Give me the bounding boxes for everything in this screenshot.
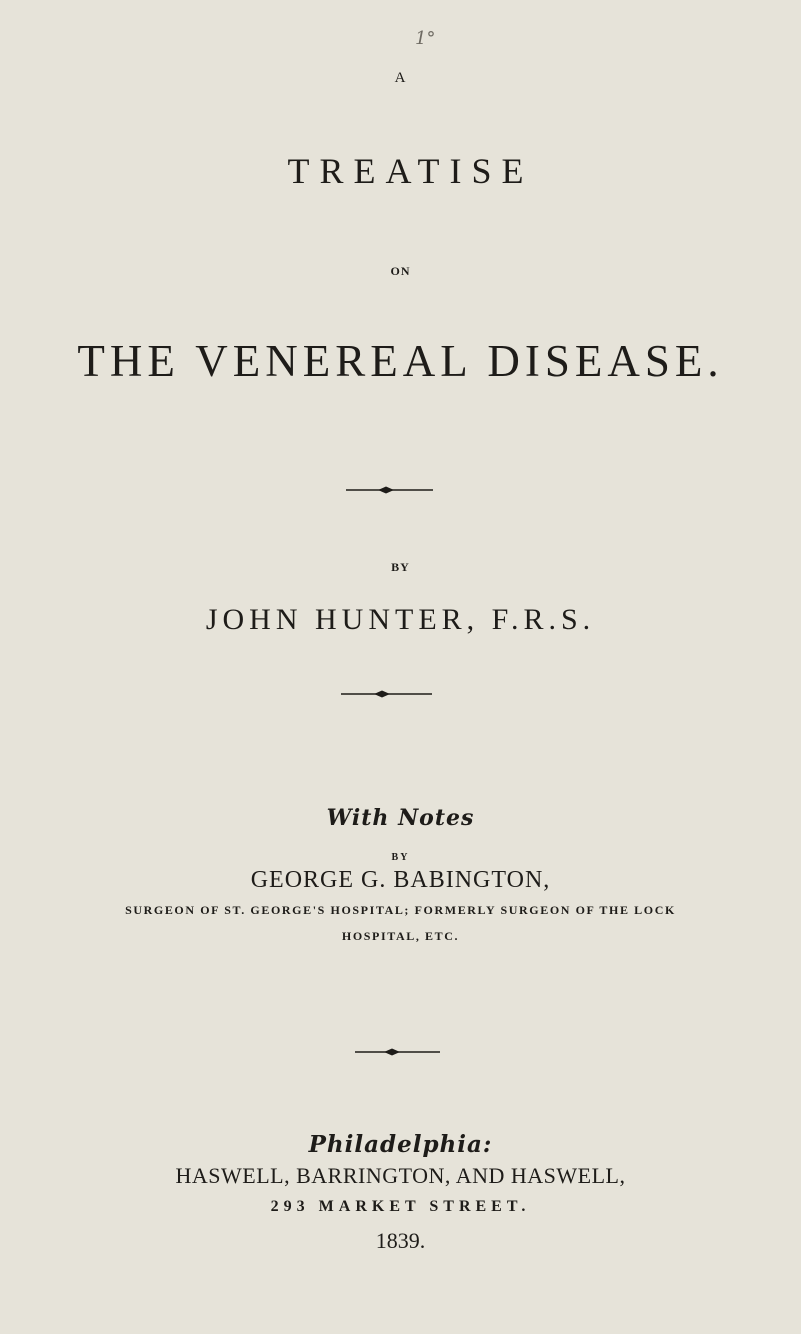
word-on: ON [390, 264, 411, 278]
ornament-rule-1 [0, 483, 801, 497]
heading-treatise: TREATISE [287, 151, 534, 191]
article-a: A [394, 70, 407, 86]
by-notes-label: BY [391, 852, 410, 863]
editor-name: GEORGE G. BABINGTON, [250, 867, 551, 893]
author-name: JOHN HUNTER, F.R.S. [205, 603, 596, 636]
notes-heading: With Notes [326, 805, 475, 831]
ornament-rule-3 [0, 1045, 801, 1059]
publication-year: 1839. [375, 1228, 426, 1253]
by-label: BY [391, 560, 410, 574]
editor-credentials-line-1: SURGEON OF ST. GEORGE'S HOSPITAL; FORMERLY SURGEON OF THE LOCK [125, 903, 676, 917]
publisher-address: 293 MARKET STREET. [270, 1198, 531, 1215]
book-subject-title: THE VENEREAL DISEASE. [77, 336, 724, 386]
pencil-annotation: 1° [415, 28, 436, 49]
imprint-place: Philadelphia: [308, 1131, 493, 1158]
ornament-rule-2 [0, 687, 801, 701]
publisher-name: HASWELL, BARRINGTON, AND HASWELL, [175, 1163, 626, 1188]
editor-credentials-line-2: HOSPITAL, ETC. [341, 929, 460, 943]
